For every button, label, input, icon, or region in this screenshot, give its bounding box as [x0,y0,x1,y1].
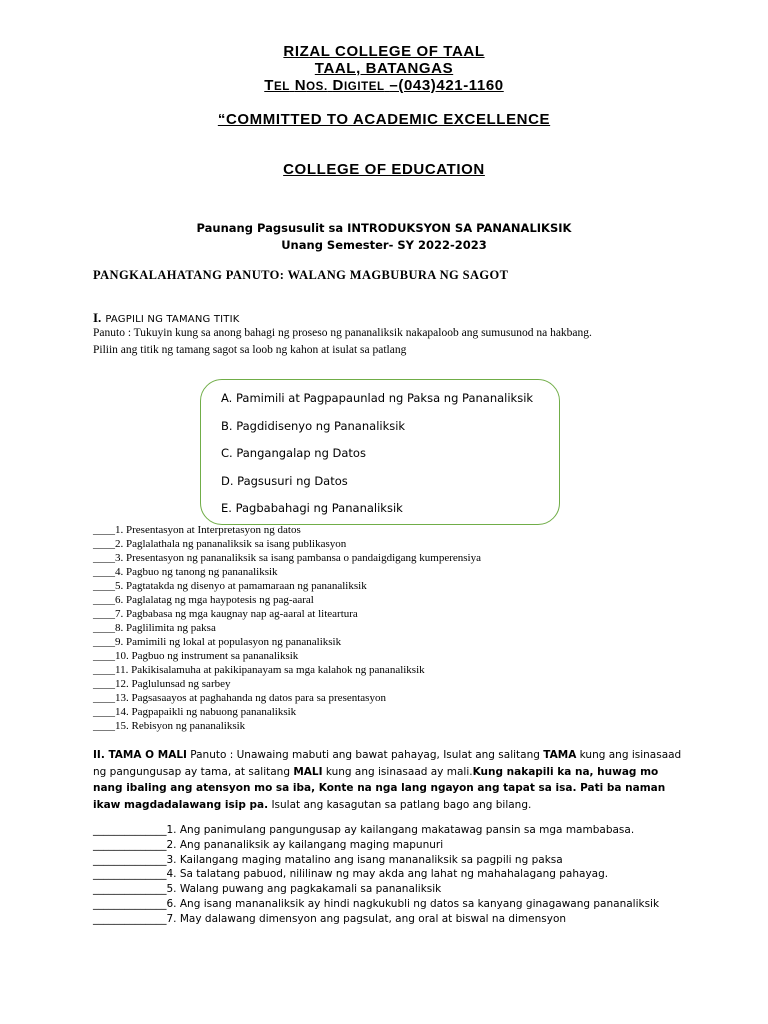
answer-choices-box [200,379,560,525]
part2-item-4: ______________4. Sa talatang pabuod, nililinaw ng may akda ang lahat ng mahahalagang pahayag. [93,868,609,880]
part1-item-6: ____6. Paglalatag ng mga haypotesis ng pag-aaral [93,594,314,606]
telephone-line [0,77,768,96]
part2-tama: TAMA [543,749,577,761]
part1-item-4: ____4. Pagbuo ng tanong ng pananaliksik [93,566,278,578]
choice-b: B. Pagdidisenyo ng Pananaliksik [221,419,406,433]
tel-rest: EL [274,81,290,93]
part2-mali: MALI [293,765,323,778]
choice-c: C. Pangangalap ng Datos [221,446,366,460]
part1-item-12: ____12. Paglulunsad ng sarbey [93,678,231,690]
school-motto: “COMMITTED TO ACADEMIC EXCELLENCE [217,111,551,128]
part1-item-9: ____9. Pamimili ng lokal at populasyon ng pananaliksik [93,636,342,648]
part1-numeral: I. [93,310,102,325]
digitel-rest: IGITEL [343,81,385,93]
part1-item-2: ____2. Paglalathala ng pananaliksik sa isang publikasyon [93,538,347,550]
part2-item-1: ______________1. Ang panimulang pangungusap ay kailangang makatawag pansin sa mga mambabasa. [93,824,635,836]
part1-item-11: ____11. Pakikisalamuha at pakikipanayam sa mga kalahok ng pananaliksik [93,664,425,676]
part1-instruction-line1: Panuto : Tukuyin kung sa anong bahagi ng proseso ng pananaliksik nakapaloob ang sumusunod na hakbang. [93,327,592,339]
school-name: RIZAL COLLEGE OF TAAL [283,43,485,60]
part1-item-14: ____14. Pagpapaikli ng nabuong pananaliksik [93,706,297,718]
part2-instructions [93,747,683,813]
part2-text-2: kung ang isinasaad ng pangungusap ay tama, at salitang [93,749,682,778]
part1-heading-text: PAGPILI NG TAMANG TITIK [105,314,240,325]
nos-rest: OS. [306,81,328,93]
part1-item-1: ____1. Presentasyon at Interpretasyon ng datos [93,524,301,536]
part1-item-13: ____13. Pagsasaayos at paghahanda ng datos para sa presentasyon [93,692,386,704]
part1-item-8: ____8. Paglilimita ng paksa [93,622,216,634]
part2-bold-note: Kung nakapili ka na, huwag mo nang ibaling ang atensyon mo sa iba, Konte na nga lang ngayon ang tapat sa isa. Pati ba naman ikaw magdadalawang isip pa. [93,765,666,811]
general-instruction: PANGKALAHATANG PANUTO: WALANG MAGBUBURA NG SAGOT [93,268,509,282]
part2-item-5: ______________5. Walang puwang ang pagkakamali sa pananaliksik [93,883,442,895]
part1-item-5: ____5. Pagtatakda ng disenyo at pamamaraan ng pananaliksik [93,580,367,592]
part1-item-15: ____15. Rebisyon ng pananaliksik [93,720,246,732]
part2-text-1: Panuto : Unawaing mabuti ang bawat pahayag, Isulat ang salitang [186,749,544,761]
part2-item-3: ______________3. Kailangang maging matalino ang isang mananaliksik sa pagpili ng paksa [93,854,563,866]
tel-initial: T [264,77,275,94]
exam-title: Paunang Pagsusulit sa INTRODUKSYON SA PANANALIKSIK [196,221,572,235]
nos-initial: N [294,77,307,94]
part1-item-10: ____10. Pagbuo ng instrument sa pananaliksik [93,650,299,662]
choice-e: E. Pagbabahagi ng Pananaliksik [221,501,403,515]
part2-text-3: kung ang isinasaad ay mali. [322,765,473,778]
part1-instruction-line2: Piliin ang titik ng tamang sagot sa loob ng kahon at isulat sa patlang [93,344,407,356]
part2-text-4: Isulat ang kasagutan sa patlang bago ang bilang. [268,798,532,811]
part2-item-7: ______________7. May dalawang dimensyon ang pagsulat, ang oral at biswal na dimensyon [93,913,567,925]
digitel-initial: D [332,77,344,94]
exam-semester: Unang Semester- SY 2022-2023 [281,238,487,252]
college-name: COLLEGE OF EDUCATION [283,161,485,178]
school-location: TAAL, BATANGAS [314,60,454,77]
choice-d: D. Pagsusuri ng Datos [221,474,348,488]
part1-item-7: ____7. Pagbabasa ng mga kaugnay nap ag-aaral at liteartura [93,608,358,620]
choice-a: A. Pamimili at Pagpapaunlad ng Paksa ng Pananaliksik [221,391,534,405]
part1-item-3: ____3. Presentasyon ng pananaliksik sa isang pambansa o pandaigdigang kumperensiya [93,552,481,564]
part2-item-2: ______________2. Ang pananaliksik ay kailangang maging mapunuri [93,839,444,851]
part2-item-6: ______________6. Ang isang mananaliksik ay hindi nagkukubli ng datos sa kanyang ginagawang pananaliksik [93,898,660,910]
tel-number: –(043)421-1160 [389,77,504,94]
part2-heading: II. TAMA O MALI [93,749,187,761]
